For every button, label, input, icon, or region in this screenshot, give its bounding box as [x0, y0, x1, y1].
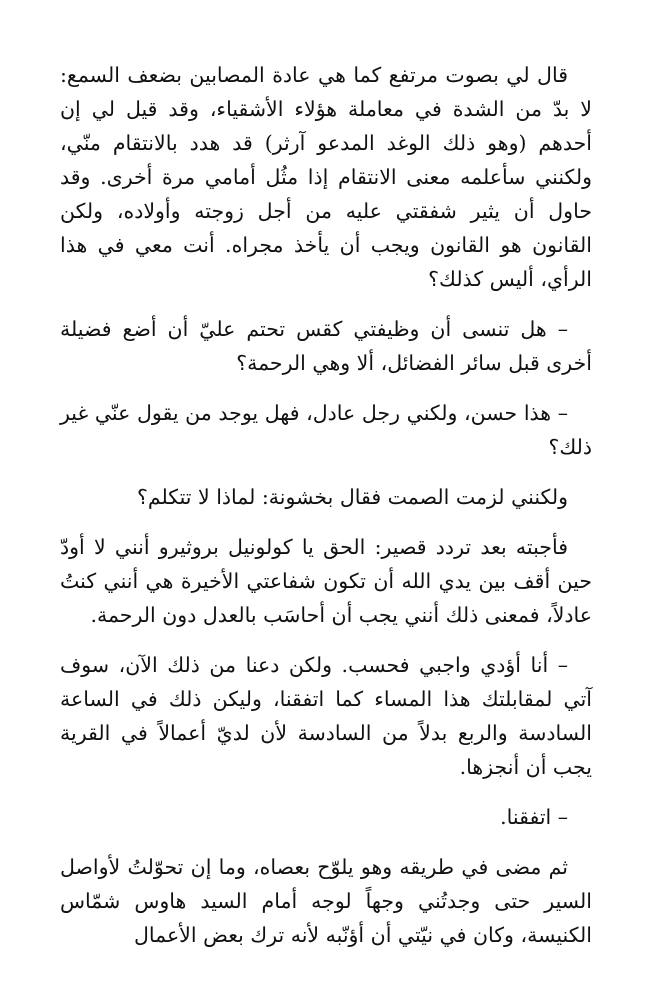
document-page: [60, 58, 592, 952]
paragraph-8: ثم مضى في طريقه وهو يلوّح بعصاه، وما إن تحوّلتُ لأواصل السير حتى وجدتُني وجهاً لوجه أمام السيد هاوس شمّاس الكنيسة، وكان في نيّتي أن أؤنّبه لأنه ترك بعض الأعمال: [60, 855, 592, 947]
paragraph-3: – هذا حسن، ولكني رجل عادل، فهل يوجد من يقول عنّي غير ذلك؟: [60, 401, 592, 459]
paragraph-6: – أنا أؤدي واجبي فحسب. ولكن دعنا من ذلك الآن، سوف آتي لمقابلتك هذا المساء كما اتفقنا، وليكن ذلك في الساعة السادسة والربع بدلاً من السادسة لأن لديّ أعمالاً في القرية يجب أن أنجزها.: [60, 653, 592, 779]
paragraph-1: قال لي بصوت مرتفع كما هي عادة المصابين بضعف السمع: لا بدّ من الشدة في معاملة هؤلاء الأشقياء، وقد قيل لي إن أحدهم (وهو ذلك الوغد المدعو آرثر) قد هدد بالانتقام منّي، ولكنني سأعلمه معنى الانتقام إذا مثُل أمامي مرة أخرى. وقد حاول أن يثير شفقتي عليه من أجل زوجته وأولاده، ولكن القانون هو القانون ويجب أن يأخذ مجراه. أنت معي في هذا الرأي، أليس كذلك؟: [60, 63, 592, 291]
paragraph-2: – هل تنسى أن وظيفتي كقس تحتم عليّ أن أضع فضيلة أخرى قبل سائر الفضائل، ألا وهي الرحمة؟: [60, 317, 592, 375]
paragraph-5: فأجبته بعد تردد قصير: الحق يا كولونيل بروثيرو أنني لا أودّ حين أقف بين يدي الله أن تكون شفاعتي الأخيرة هي أنني كنتُ عادلاً، فمعنى ذلك أنني يجب أن أحاسَب بالعدل دون الرحمة.: [60, 535, 592, 627]
paragraph-4: ولكنني لزمت الصمت فقال بخشونة: لماذا لا تتكلم؟: [136, 485, 568, 509]
paragraph-7: – اتفقنا.: [500, 805, 568, 829]
